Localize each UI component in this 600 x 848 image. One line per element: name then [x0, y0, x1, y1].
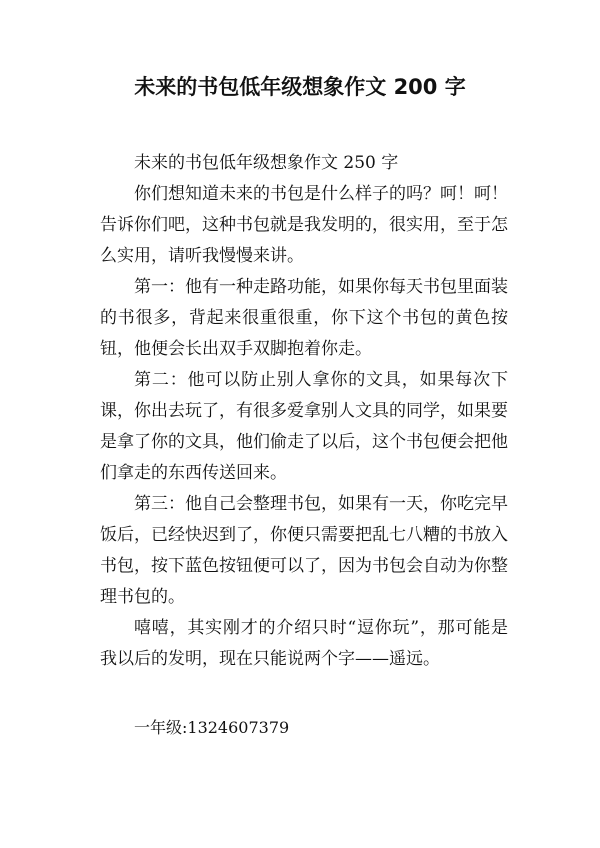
- paragraph-conclusion: 嘻嘻，其实刚才的介绍只时“逗你玩”，那可能是我以后的发明，现在只能说两个字——遥远。: [100, 618, 508, 669]
- document-body: [100, 148, 508, 675]
- document-footer: 一年级:1324607379: [134, 718, 290, 737]
- paragraph-second-feature: 第二：他可以防止别人拿你的文具，如果每次下课，你出去玩了，有很多爱拿别人文具的同学，如果要是拿了你的文具，他们偷走了以后，这个书包便会把他们拿走的东西传送回来。: [100, 370, 508, 483]
- document-subtitle: 未来的书包低年级想象作文 250 字: [134, 153, 399, 173]
- document-title: 未来的书包低年级想象作文 200 字: [134, 75, 466, 99]
- paragraph-third-feature: 第三：他自己会整理书包，如果有一天，你吃完早饭后，已经快迟到了，你便只需要把乱七八糟的书放入书包，按下蓝色按钮便可以了，因为书包会自动为你整理书包的。: [100, 494, 508, 607]
- paragraph-intro: 你们想知道未来的书包是什么样子的吗？呵！呵！告诉你们吧，这种书包就是我发明的，很实用，至于怎么实用，请听我慢慢来讲。: [100, 184, 508, 266]
- paragraph-first-feature: 第一：他有一种走路功能，如果你每天书包里面装的书很多，背起来很重很重，你下这个书包的黄色按钮，他便会长出双手双脚抱着你走。: [100, 277, 508, 359]
